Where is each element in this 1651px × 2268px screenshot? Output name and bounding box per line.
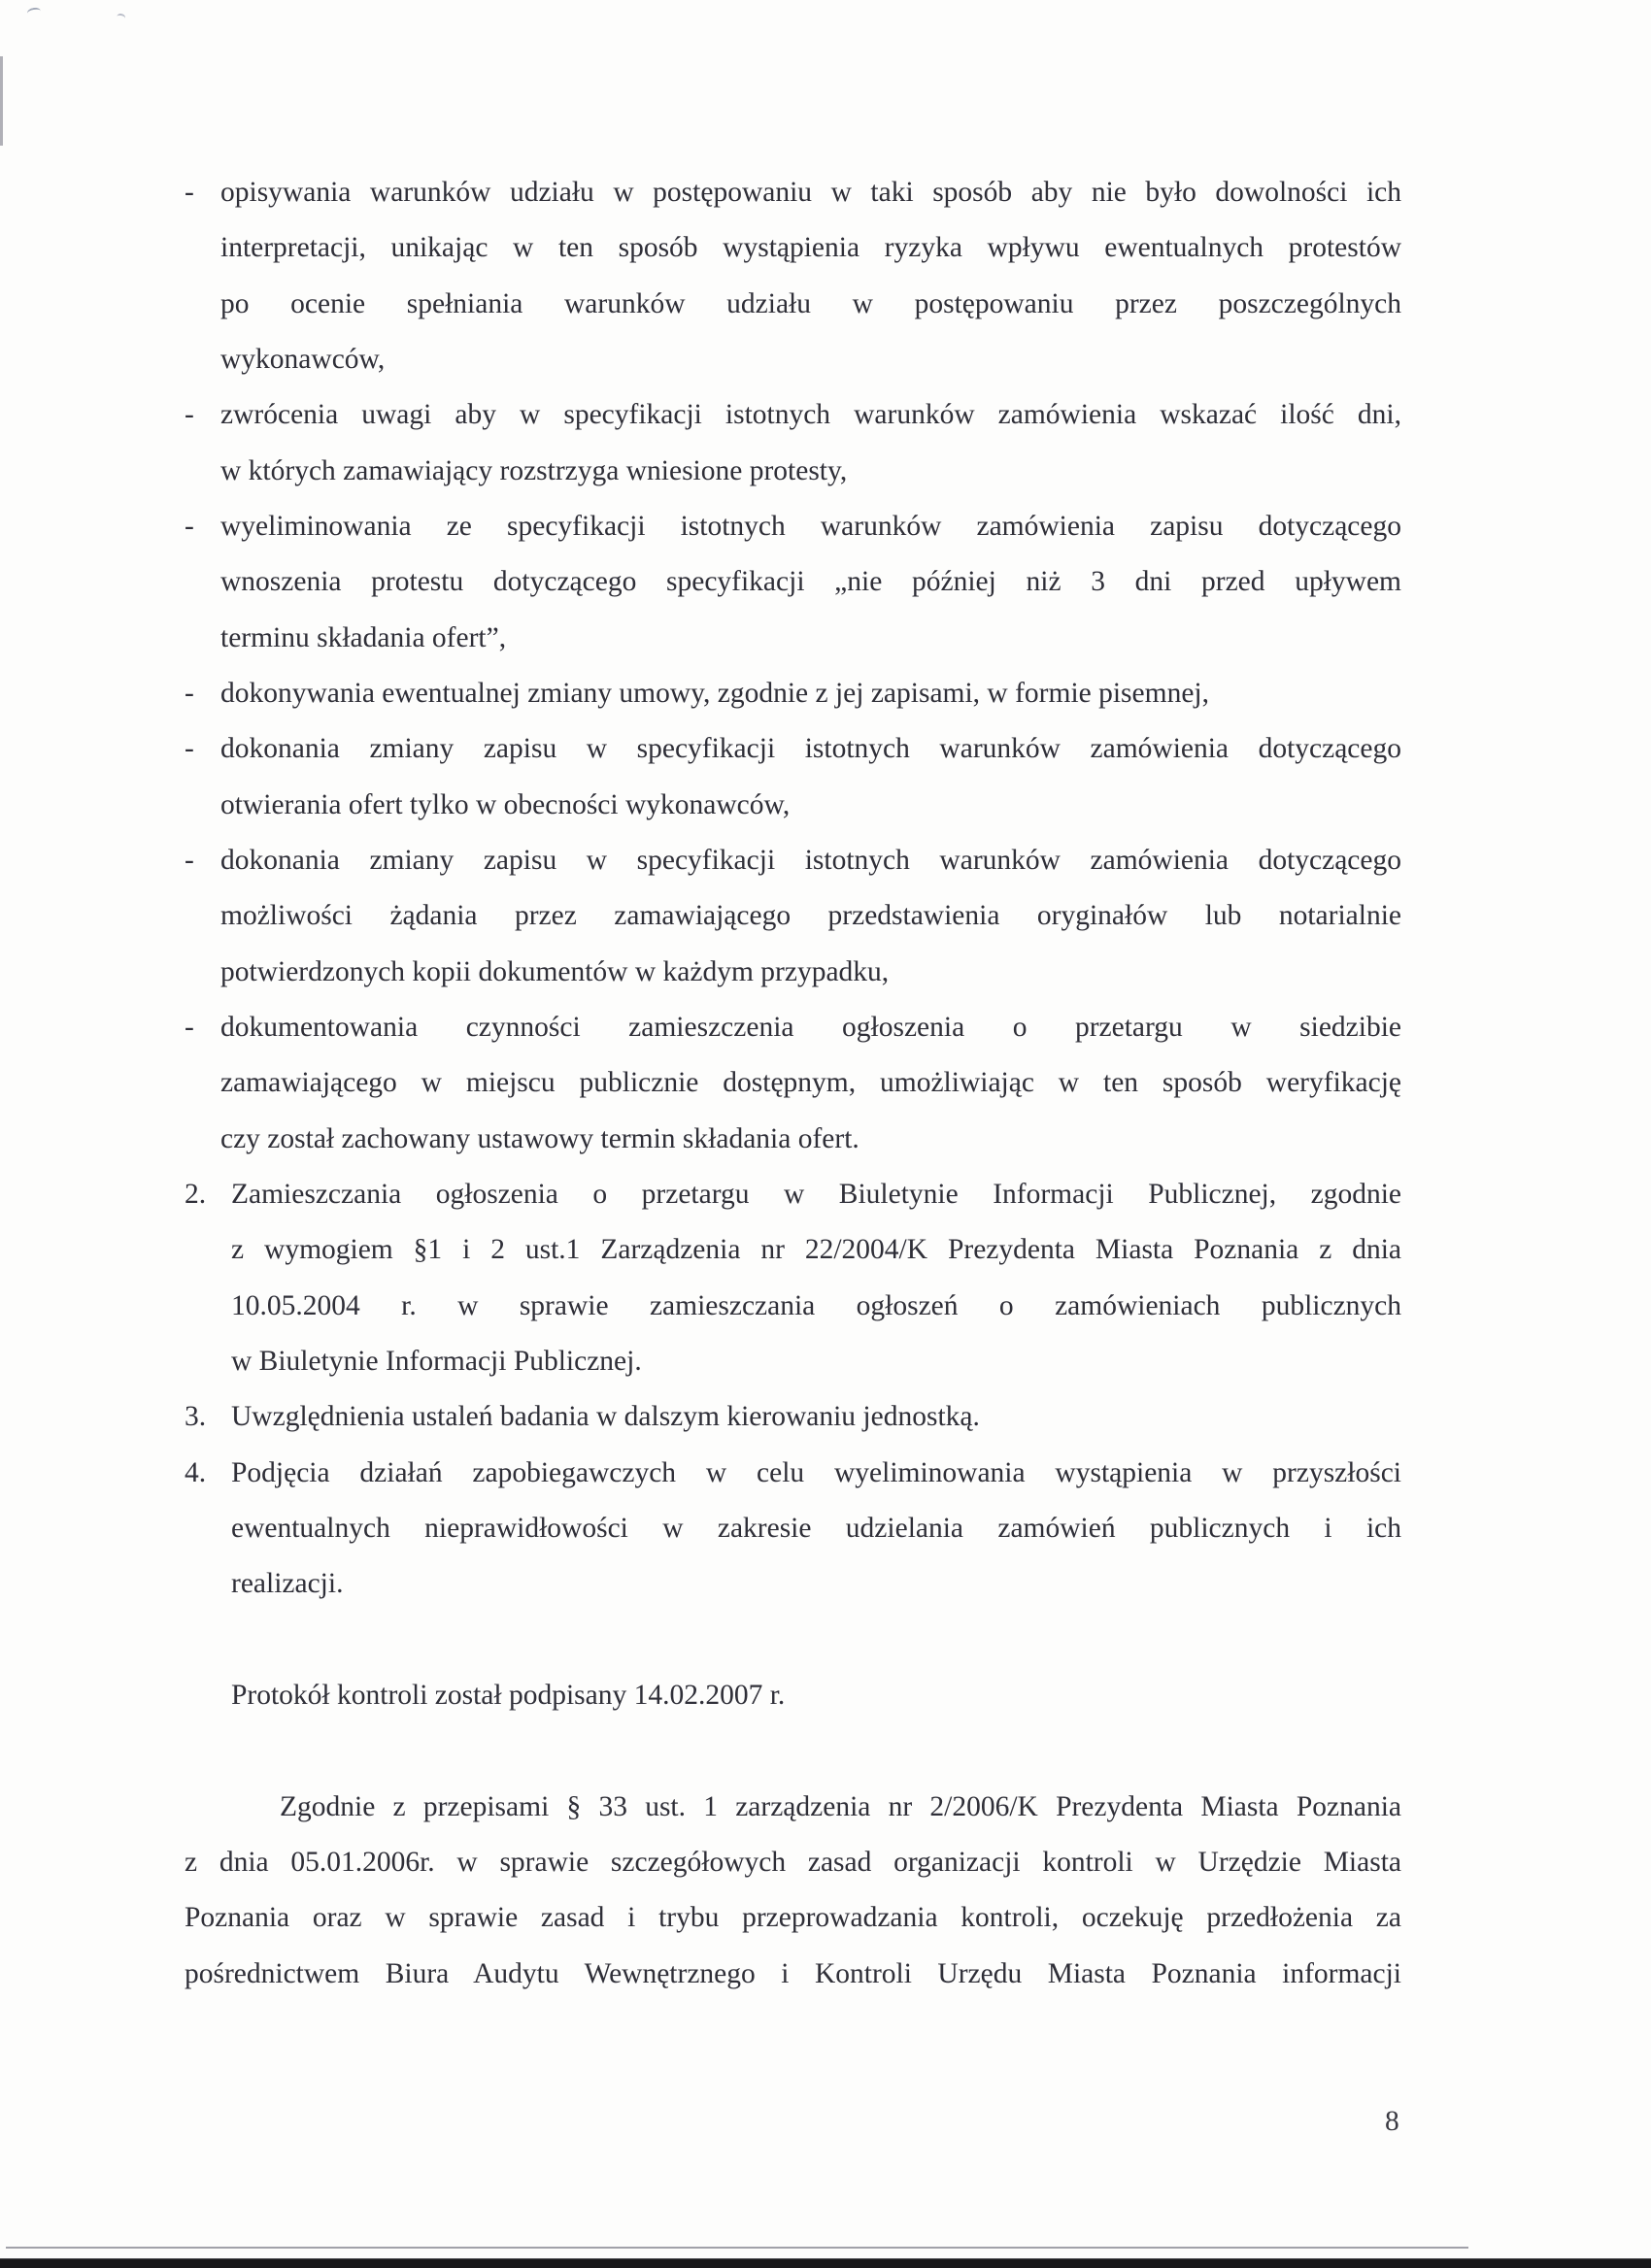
list-item-line <box>185 721 1401 777</box>
bullet-dash-marker: - <box>185 844 194 876</box>
list-item-line <box>185 1167 1401 1222</box>
paragraph-line <box>185 1668 1401 1723</box>
list-item-line <box>185 945 1401 1000</box>
list-item-line <box>185 666 1401 721</box>
paragraph-line <box>185 1835 1401 1890</box>
text-line: realizacji. <box>231 1568 344 1600</box>
text-line: ewentualnych nieprawidłowości w zakresie udzielania zamówień publicznych i ich <box>231 1512 1401 1544</box>
list-item-line <box>185 833 1401 888</box>
list-item-line <box>185 220 1401 276</box>
text-line: z wymogiem §1 i 2 ust.1 Zarządzenia nr 22/2004/K Prezydenta Miasta Poznania z dnia <box>231 1234 1401 1266</box>
text-line: Zamieszczania ogłoszenia o przetargu w Biuletynie Informacji Publicznej, zgodnie <box>231 1178 1401 1210</box>
text-line: pośrednictwem Biura Audytu Wewnętrznego i Kontroli Urzędu Miasta Poznania informacji <box>185 1957 1401 1989</box>
text-line: dokumentowania czynności zamieszczenia ogłoszenia o przetargu w siedzibie <box>220 1011 1401 1043</box>
list-item-line <box>185 888 1401 944</box>
text-line: Uwzględnienia ustaleń badania w dalszym kierowaniu jednostką. <box>231 1401 980 1433</box>
text-line: interpretacji, unikając w ten sposób wystąpienia ryzyka wpływu ewentualnych protestów <box>220 232 1401 264</box>
list-item-line <box>185 554 1401 610</box>
list-number-marker: 3. <box>185 1401 207 1433</box>
text-line: potwierdzonych kopii dokumentów w każdym przypadku, <box>220 955 890 987</box>
list-item-line <box>185 1000 1401 1055</box>
bullet-dash-marker: - <box>185 733 194 765</box>
text-line: opisywania warunków udziału w postępowaniu w taki sposób aby nie było dowolności ich <box>220 177 1401 208</box>
scan-speck-mark <box>26 7 41 17</box>
list-item-line <box>185 277 1401 332</box>
paragraph-line <box>185 1780 1401 1835</box>
text-line: Poznania oraz w sprawie zasad i trybu przeprowadzania kontroli, oczekuję przedłożenia za <box>185 1902 1401 1934</box>
text-line: wyeliminowania ze specyfikacji istotnych warunków zamówienia zapisu dotyczącego <box>220 510 1401 542</box>
text-line: zamawiającego w miejscu publicznie dostępnym, umożliwiając w ten sposób weryfikację <box>220 1067 1401 1099</box>
text-line: dokonania zmiany zapisu w specyfikacji istotnych warunków zamówienia dotyczącego <box>220 844 1401 876</box>
list-item-line <box>185 1556 1401 1612</box>
text-line: Zgodnie z przepisami § 33 ust. 1 zarządzenia nr 2/2006/K Prezydenta Miasta Poznania <box>280 1790 1401 1822</box>
list-item-line <box>185 1222 1401 1278</box>
paragraph-line <box>185 1947 1401 2002</box>
scan-horizontal-line <box>6 2247 1468 2249</box>
list-item-line <box>185 1055 1401 1111</box>
paragraph-line <box>185 1890 1401 1946</box>
bullet-dash-marker: - <box>185 510 194 542</box>
bullet-dash-marker: - <box>185 677 194 709</box>
text-line: dokonywania ewentualnej zmiany umowy, zgodnie z jej zapisami, w formie pisemnej, <box>220 677 1209 709</box>
list-item-line <box>185 1112 1401 1167</box>
list-item-line <box>185 778 1401 833</box>
blank-line <box>185 1613 1401 1668</box>
scan-speck-mark <box>116 13 125 22</box>
page-number: 8 <box>1385 2106 1399 2137</box>
bullet-dash-marker: - <box>185 399 194 431</box>
list-item-line <box>185 499 1401 554</box>
text-line: po ocenie spełniania warunków udziału w postępowaniu przez poszczególnych <box>220 287 1401 319</box>
list-item-line <box>185 611 1401 666</box>
text-line: zwrócenia uwagi aby w specyfikacji istotnych warunków zamówienia wskazać ilość dni, <box>220 399 1401 431</box>
text-line: Protokół kontroli został podpisany 14.02.2007 r. <box>231 1679 786 1711</box>
text-line: z dnia 05.01.2006r. w sprawie szczegółowych zasad organizacji kontroli w Urzędzie Miasta <box>185 1846 1401 1878</box>
list-item-line <box>185 165 1401 220</box>
text-line: dokonania zmiany zapisu w specyfikacji istotnych warunków zamówienia dotyczącego <box>220 733 1401 765</box>
bullet-dash-marker: - <box>185 177 194 208</box>
text-line: w Biuletynie Informacji Publicznej. <box>231 1345 642 1377</box>
list-item-line <box>185 1446 1401 1501</box>
list-item-line <box>185 1334 1401 1389</box>
text-line: wnoszenia protestu dotyczącego specyfikacji „nie później niż 3 dni przed upływem <box>220 566 1401 598</box>
text-line: terminu składania ofert”, <box>220 621 507 653</box>
list-item-line <box>185 387 1401 443</box>
list-item-line <box>185 332 1401 387</box>
text-line: możliwości żądania przez zamawiającego przedstawienia oryginałów lub notarialnie <box>220 900 1401 932</box>
list-number-marker: 2. <box>185 1178 207 1210</box>
text-line: 10.05.2004 r. w sprawie zamieszczania ogłoszeń o zamówieniach publicznych <box>231 1289 1401 1321</box>
list-item-line <box>185 1389 1401 1445</box>
blank-line <box>185 1723 1401 1779</box>
scan-edge-mark <box>0 56 3 146</box>
text-line: Podjęcia działań zapobiegawczych w celu wyeliminowania wystąpienia w przyszłości <box>231 1456 1401 1488</box>
list-item-line <box>185 1279 1401 1334</box>
text-line: czy został zachowany ustawowy termin składania ofert. <box>220 1122 859 1154</box>
text-line: otwierania ofert tylko w obecności wykonawców, <box>220 788 791 820</box>
text-line: w których zamawiający rozstrzyga wniesione protesty, <box>220 454 848 486</box>
document-text-block <box>185 165 1401 2002</box>
list-number-marker: 4. <box>185 1456 207 1488</box>
text-line: wykonawców, <box>220 343 386 375</box>
list-item-line <box>185 444 1401 499</box>
list-item-line <box>185 1501 1401 1556</box>
bullet-dash-marker: - <box>185 1011 194 1043</box>
